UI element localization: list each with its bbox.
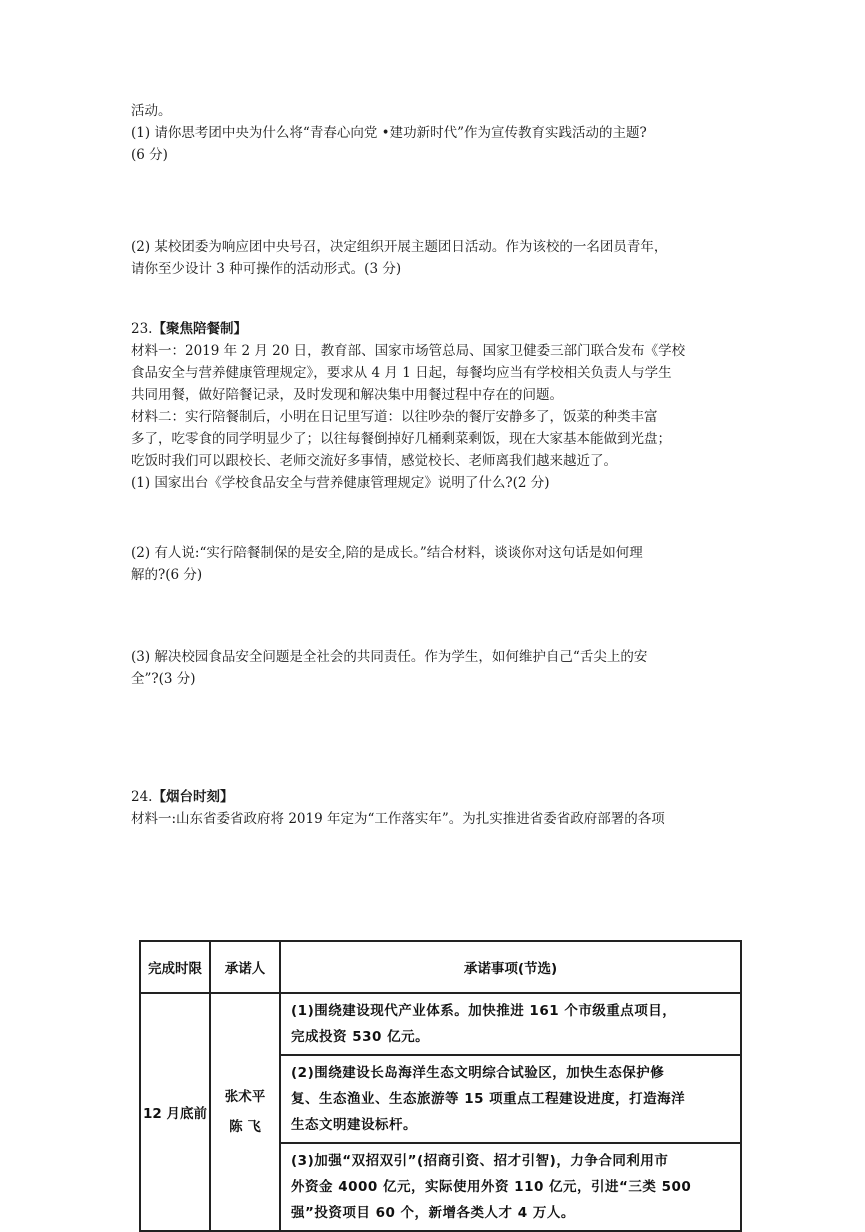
q23-material2-line3: 吃饭时我们可以跟校长、老师交流好多事情，感觉校长、老师离我们越来越近了。	[131, 453, 617, 469]
answer-space	[131, 494, 741, 542]
q22-intro-tail: 活动。	[131, 103, 172, 119]
promiser-cell	[210, 993, 280, 1231]
q22-sub1-line1: (1) 请你思考团中央为什么将“青春心向党 •建功新时代”作为宣传教育实践活动的主题?	[131, 125, 647, 141]
table-header-row	[140, 941, 741, 993]
q23-sub2-line2: 解的?(6 分)	[131, 567, 203, 583]
commitment-table	[139, 940, 742, 1232]
promiser-name: 张术平	[224, 1089, 266, 1105]
answer-space	[131, 166, 741, 236]
q23-number: 23.	[131, 321, 153, 337]
item-line: 完成投资 530 亿元。	[291, 1029, 430, 1045]
q23-sub3-line2: 全”?(3 分)	[131, 671, 196, 687]
header-deadline: 完成时限	[140, 941, 210, 993]
q22-sub1-line2: (6 分)	[131, 147, 168, 163]
commitment-item	[280, 993, 741, 1055]
item-line: 外资金 4000 亿元，实际使用外资 110 亿元，引进“三类 500	[291, 1179, 692, 1195]
q24-title: 【烟台时刻】	[152, 789, 234, 805]
q23-material2-line2: 多了，吃零食的同学明显少了；以往每餐倒掉好几桶剩菜剩饭，现在大家基本能做到光盘；	[131, 431, 671, 447]
deadline-cell: 12 月底前	[140, 993, 210, 1231]
item-line: 强”投资项目 60 个，新增各类人才 4 万人。	[291, 1205, 575, 1221]
q23-material2-line1: 材料二：实行陪餐制后，小明在日记里写道：以往吵杂的餐厅安静多了，饭菜的种类丰富	[131, 409, 658, 425]
item-line: 复、生态渔业、生态旅游等 15 项重点工程建设进度，打造海洋	[291, 1091, 686, 1107]
commitment-item	[280, 1143, 741, 1231]
q23-material1-line3: 共同用餐，做好陪餐记录，及时发现和解决集中用餐过程中存在的问题。	[131, 387, 563, 403]
commitment-item	[280, 1055, 741, 1143]
q23-material1-line2: 食品安全与营养健康管理规定》，要求从 4 月 1 日起，每餐均应当有学校相关负责人与学生	[131, 365, 672, 381]
q24-number: 24.	[131, 789, 153, 805]
q23-material1-line1: 材料一：2019 年 2 月 20 日，教育部、国家市场管总局、国家卫健委三部门联合发布《学校	[131, 343, 686, 359]
q22-sub2-line2: 请你至少设计 3 种可操作的活动形式。(3 分)	[131, 261, 402, 277]
header-promiser: 承诺人	[210, 941, 280, 993]
item-line: (2)围绕建设长岛海洋生态文明综合试验区，加快生态保护修	[291, 1065, 665, 1081]
table-row	[140, 993, 741, 1055]
answer-space	[131, 586, 741, 646]
commitment-table-image	[139, 940, 742, 1222]
q23-sub2-line1: (2) 有人说:“实行陪餐制保的是安全,陪的是成长。”结合材料，谈谈你对这句话是如何理	[131, 545, 643, 561]
answer-space	[131, 280, 741, 318]
exam-page	[131, 100, 741, 830]
item-line: (1)围绕建设现代产业体系。加快推进 161 个市级重点项目，	[291, 1003, 677, 1019]
q23-sub1: (1) 国家出台《学校食品安全与营养健康管理规定》说明了什么?(2 分)	[131, 475, 550, 491]
header-items: 承诺事项(节选)	[280, 941, 741, 993]
item-line: (3)加强“双招双引”(招商引资、招才引智)，力争合同利用市	[291, 1153, 669, 1169]
q23-heading	[131, 318, 741, 340]
answer-space	[131, 690, 741, 786]
q23-title: 【聚焦陪餐制】	[152, 321, 247, 337]
q24-heading	[131, 786, 741, 808]
q24-material1-line1: 材料一:山东省委省政府将 2019 年定为“工作落实年”。为扎实推进省委省政府部署的各项	[131, 811, 665, 827]
q22-sub2-line1: (2) 某校团委为响应团中央号召，决定组织开展主题团日活动。作为该校的一名团员青年，	[131, 239, 668, 255]
q23-sub3-line1: (3) 解决校园食品安全问题是全社会的共同责任。作为学生，如何维护自己“舌尖上的安	[131, 649, 648, 665]
item-line: 生态文明建设标杆。	[291, 1117, 417, 1133]
promiser-name: 陈 飞	[229, 1119, 261, 1135]
